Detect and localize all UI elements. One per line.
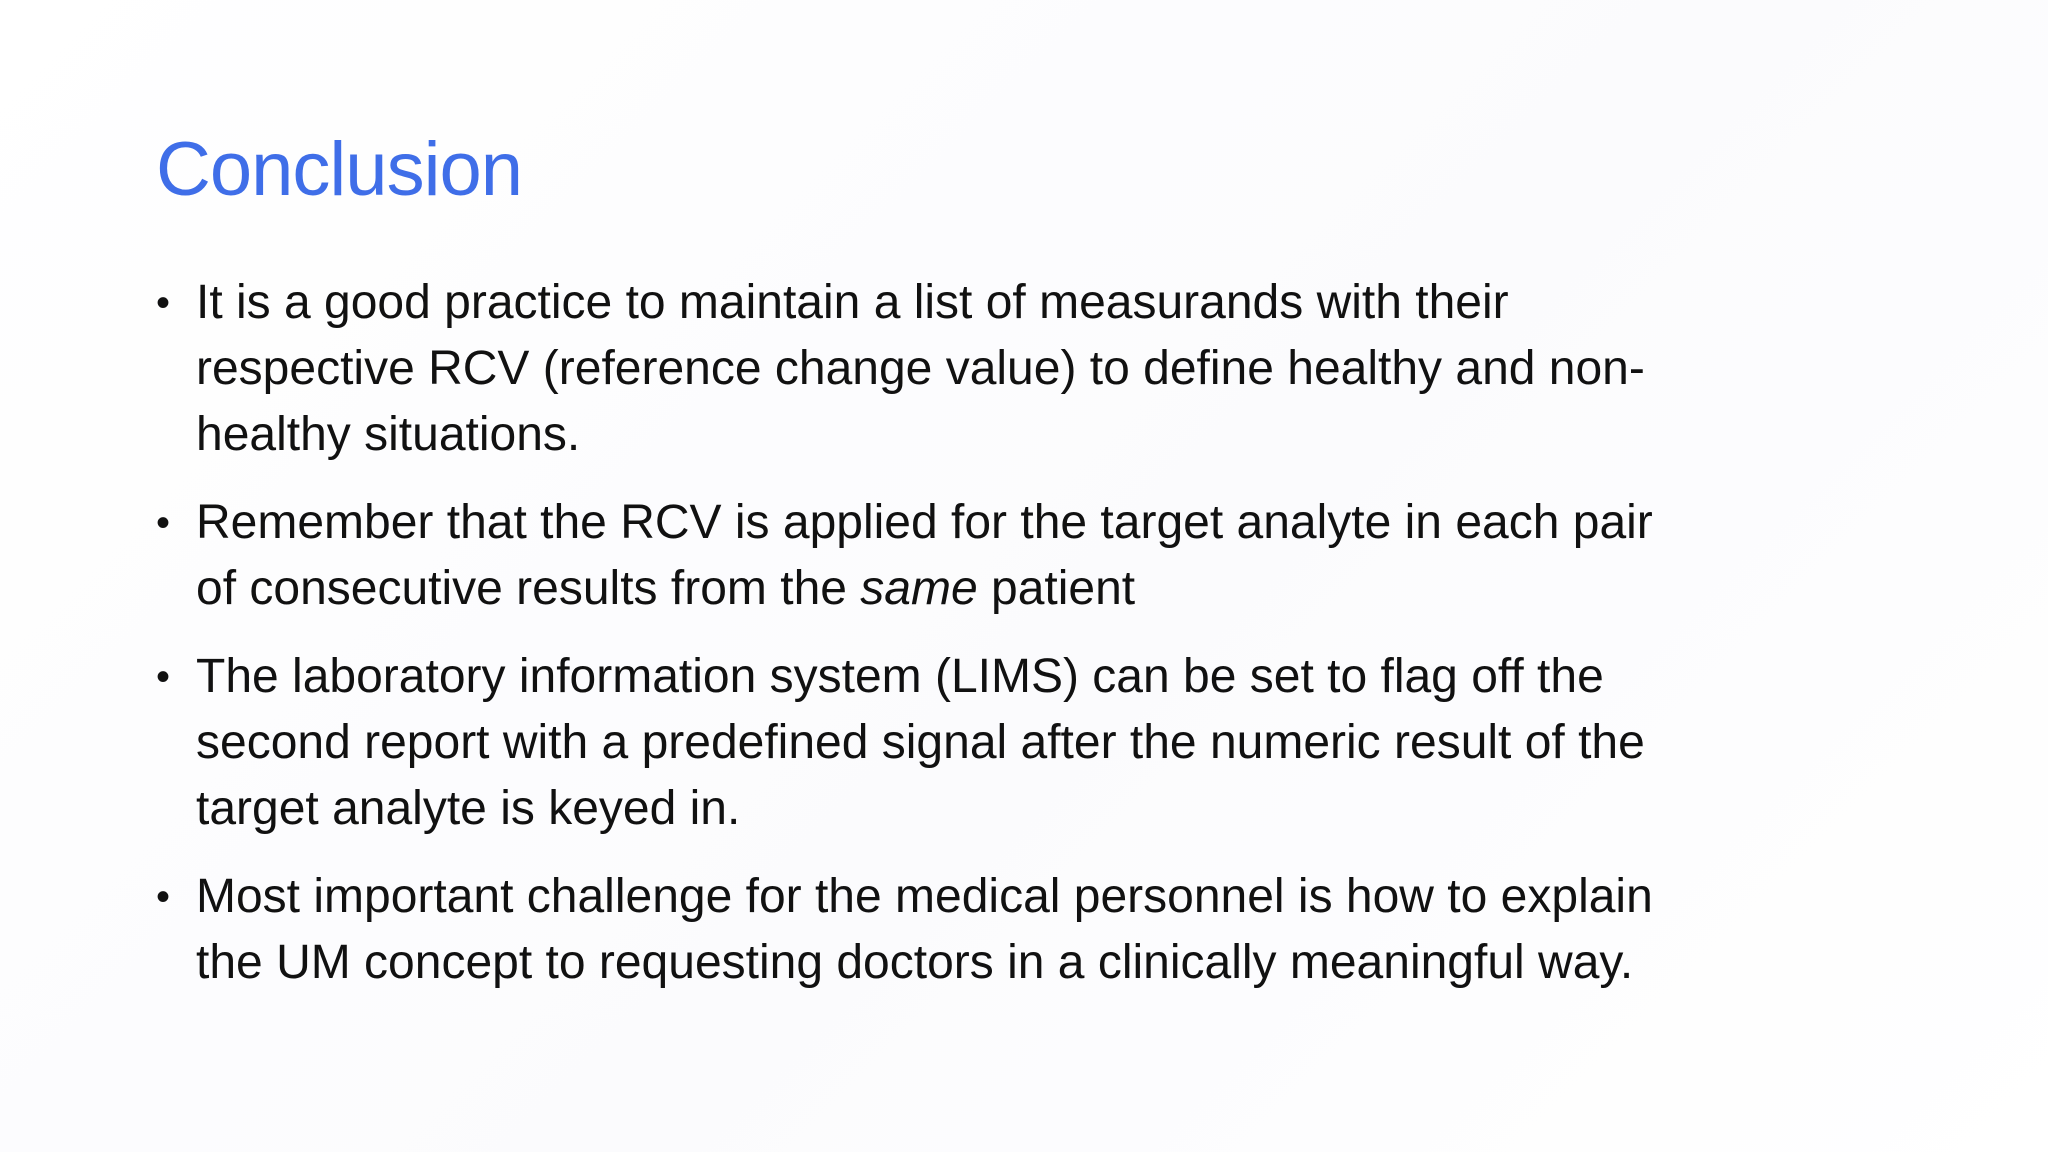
bullet-text-part: Remember that the RCV is applied for the target analyte in each pair of consecutive results from the <box>196 496 1653 615</box>
bullet-list <box>156 270 1676 1018</box>
bullet-text: Most important challenge for the medical personnel is how to explain the UM concept to requesting doctors in a clinically meaningful way. <box>196 870 1653 989</box>
bullet-item <box>156 270 1676 468</box>
bullet-item <box>156 490 1676 622</box>
bullet-icon: • <box>156 875 171 919</box>
bullet-text: The laboratory information system (LIMS) can be set to flag off the second report with a predefined signal after the numeric result of the target analyte is keyed in. <box>196 650 1645 835</box>
bullet-item <box>156 644 1676 842</box>
bullet-text-emphasis: same <box>860 562 978 615</box>
bullet-icon: • <box>156 281 171 325</box>
bullet-icon: • <box>156 501 171 545</box>
bullet-text-part: patient <box>977 562 1136 615</box>
bullet-text <box>196 496 1653 615</box>
bullet-item <box>156 864 1676 996</box>
slide-title: Conclusion <box>156 127 522 212</box>
bullet-text: It is a good practice to maintain a list of measurands with their respective RCV (reference change value) to define healthy and non-healthy situations. <box>196 276 1645 461</box>
bullet-icon: • <box>156 655 171 699</box>
